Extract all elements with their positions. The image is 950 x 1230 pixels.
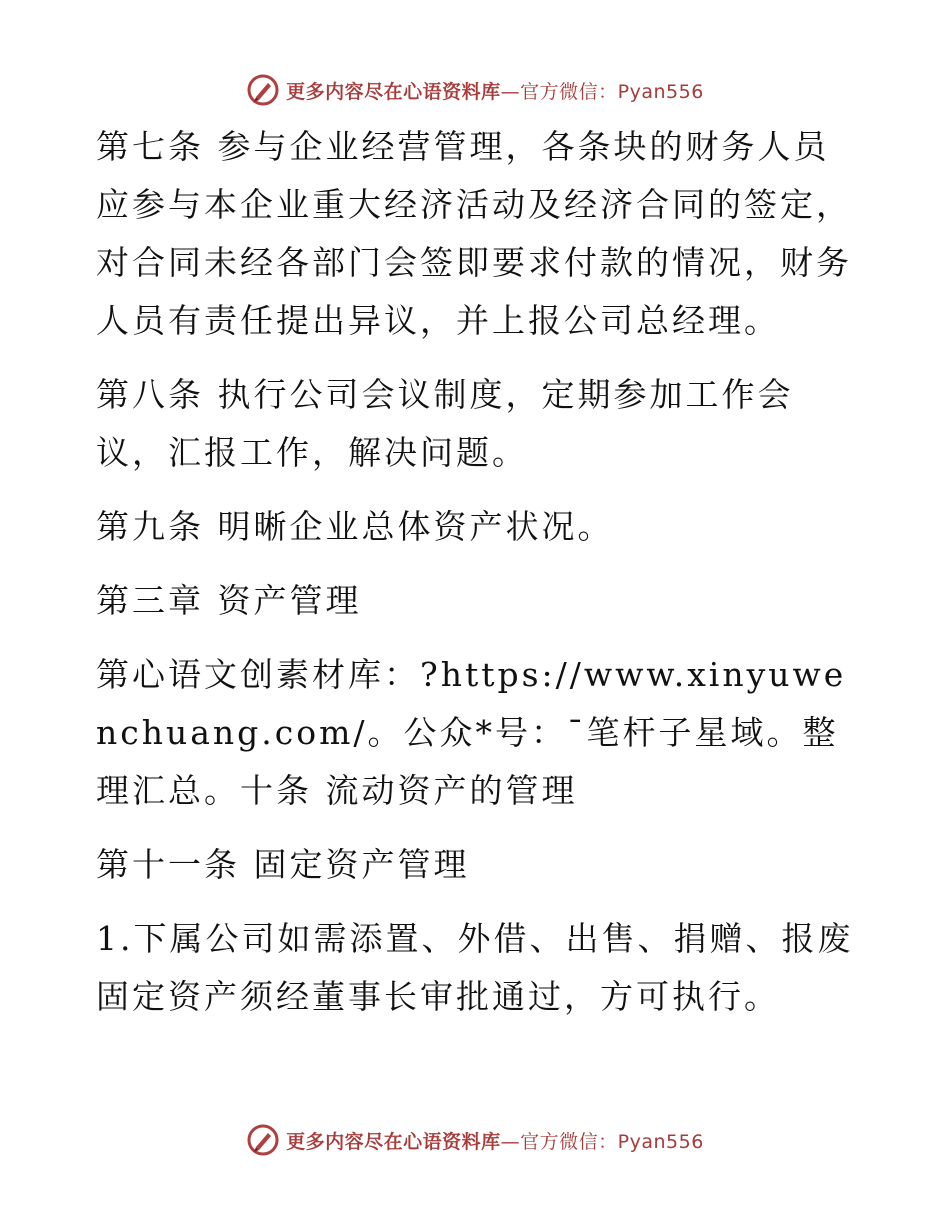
- document-body: [96, 118, 856, 1042]
- paragraph-article-7: 第七条 参与企业经营管理，各条块的财务人员应参与本企业重大经济活动及经济合同的签定，对合同未经各部门会签即要求付款的情况，财务人员有责任提出异议，并上报公司总经理。: [96, 127, 852, 340]
- paragraph-article-11: 第十一条 固定资产管理: [96, 845, 470, 884]
- banner-separator: —: [500, 1130, 521, 1153]
- pen-logo-icon: [246, 73, 280, 107]
- banner-separator: —: [500, 80, 521, 103]
- banner-wechat-text: 官方微信：Pyan556: [520, 1130, 704, 1153]
- chapter-heading: 第三章 资产管理: [96, 581, 362, 620]
- banner-text: [286, 77, 704, 104]
- banner-wechat-text: 官方微信：Pyan556: [520, 80, 704, 103]
- banner-text: [286, 1127, 704, 1154]
- banner-main-text: 更多内容尽在心语资料库: [286, 1130, 501, 1153]
- paragraph-article-8: 第八条 执行公司会议制度，定期参加工作会议，汇报工作，解决问题。: [96, 375, 794, 472]
- paragraph-article-10: 第心语文创素材库：?https://www.xinyuwenchuang.com/。公众*号：¯笔杆子星域。整理汇总。十条 流动资产的管理: [96, 655, 847, 810]
- footer-banner: [0, 1120, 950, 1160]
- paragraph-article-9: 第九条 明晰企业总体资产状况。: [96, 507, 614, 546]
- banner-main-text: 更多内容尽在心语资料库: [286, 80, 501, 103]
- header-banner: [0, 70, 950, 110]
- paragraph-item-1: 1.下属公司如需添置、外借、出售、捐赠、报废固定资产须经董事长审批通过，方可执行。: [96, 919, 854, 1016]
- pen-logo-icon: [246, 1123, 280, 1157]
